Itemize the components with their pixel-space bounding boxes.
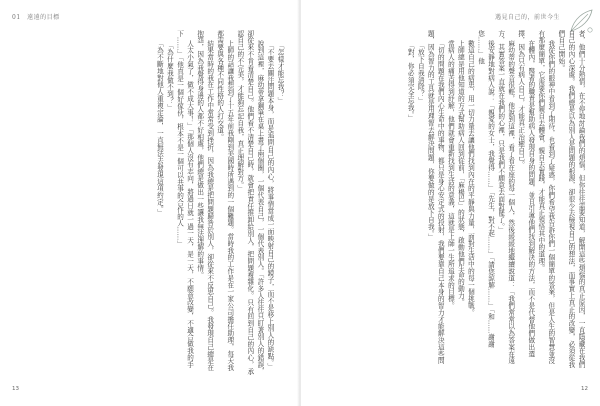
dialogue-line: 「放下自我清除？」 — [416, 42, 425, 105]
left-page-body — [17, 30, 285, 375]
chapter-title: 遠遠的目標 — [27, 14, 60, 21]
left-running-header — [12, 12, 60, 21]
body-paragraph: 上師的話讓我想到了十五年前我剛到美國時所遇到的一個難題。當時我的工作是在一家公司擔任助理，每天我都需要與各種不同性格的人打交道。 — [215, 30, 234, 372]
right-page — [301, 0, 600, 406]
dialogue-line: 「對，你必須完全忘我。」 — [406, 42, 415, 122]
body-paragraph: 我從你們的眼神中看到了期待，也看到了疑惑，你們希望我告訴你們一個簡單的答案，但是人生的智慧並沒有那麼簡單，它需要你們親自去體會，親自去實踐，才能真正領悟其中的道理。 — [536, 30, 555, 365]
right-page-body — [326, 30, 586, 370]
dialogue-line: 「不要去關注問題本身，而是追問自己的內心，將事情當成一面映射自己的鏡子，而不是移上別人的缺點。」 — [265, 42, 274, 370]
body-paragraph: 麻幼蒂的聲音很輕，他說到這裡，看了看在座的每一個人，然後緩緩地繼續說道：「我們常常以為答案在遠方，其實答案一直就在我們的心裡，只是我們不願意去面對罷了。」 — [496, 30, 515, 365]
dialogue-line: 「為什麼我做不到？」 — [165, 42, 174, 111]
dialogue-line: 「怎樣才能忘我？」 — [276, 42, 284, 105]
body-paragraph: 結果當時的我在工作中常常受到挫折，因為我總是把問題歸咎於別人，卻從來不反思自己。我發現自己總是在抱怨，因為我覺得身邊的人都不好相處，他們總是做出一些讓我無法理解的事情。 — [195, 30, 214, 372]
body-paragraph: 當病人的痛苦得到紓解，他們就會重新找到生活的意義，這就是上師一生所追求的目標。 — [446, 39, 455, 309]
body-paragraph: 上師總是用他知道的方式幫助病人回到從前，「麻楊巴」的狀態，啟動他們生命的動力。 — [456, 39, 465, 306]
body-paragraph: 後安靜地對病人說：「親愛的女士，我覺得……」「先生，對不起……」「請您諒解……」「和……謝謝您……」他 — [476, 30, 495, 348]
right-running-header: 遇見自己的，前世今生 — [494, 14, 560, 21]
left-page — [0, 0, 299, 406]
right-page-number: 12 — [581, 386, 588, 392]
body-paragraph: 「為不斷地對他人重複定論，一直無法去發現這項約定。」 — [155, 39, 164, 216]
body-paragraph: 說到這裡，麻幼蒂拿鋼筆在桌上畫了兩個圈，一個代表自己，一個代表別人。「許多人往往只盯著別人的錯誤，卻從來不肯看清楚自己。他們看不清楚自己時，就會把責任推卸給別人，把問題複雜化。只有回到自己的內心，承認自己的不完美，才能夠忘記自我，真正理解對方。」 — [235, 30, 264, 375]
body-paragraph: 在體內，醫者的職責是幫助病人發現自身的問題，並且引導他們找到解決的方法，而不是代替他們做出選擇，因為只有病人自己，才能真正治癒自己。 — [516, 30, 535, 358]
body-paragraph: 數這自己的病患，用一切力量去讓他們找到內在的平靜與力量，面對生活中的每一個挑戰。 — [466, 39, 475, 316]
chapter-number: 01 — [12, 14, 21, 21]
body-paragraph: 者，他們十分熱情，在不停地討論我們的煩惱，但你往往需要知道，解開這些煩惱的真正原因，一直隱藏在我們自己的內心深處。我們總是以為別人是問題的根源，卻很少去檢視自己的想法，而事實上真正的改變，必須從我們自己開始。 — [556, 30, 585, 369]
body-paragraph: 「切的問題在我們內心生命中的事物，都只是身心安定式的投射，我們要靠自己本身的智力才能解決這些問題，因為智力的工具就是用理智去解決問題，你要做的是放下自我。」 — [426, 30, 445, 365]
left-page-number: 13 — [12, 386, 19, 392]
body-paragraph: 人太小氣了，做不成大事！」「那個人沒有志向，將過日就一過一天，是一天，不願意改變，不適合做我的手下……」「他真是一個好傢伙，根本不是一個可以共事的合作的人……」 — [175, 30, 194, 368]
